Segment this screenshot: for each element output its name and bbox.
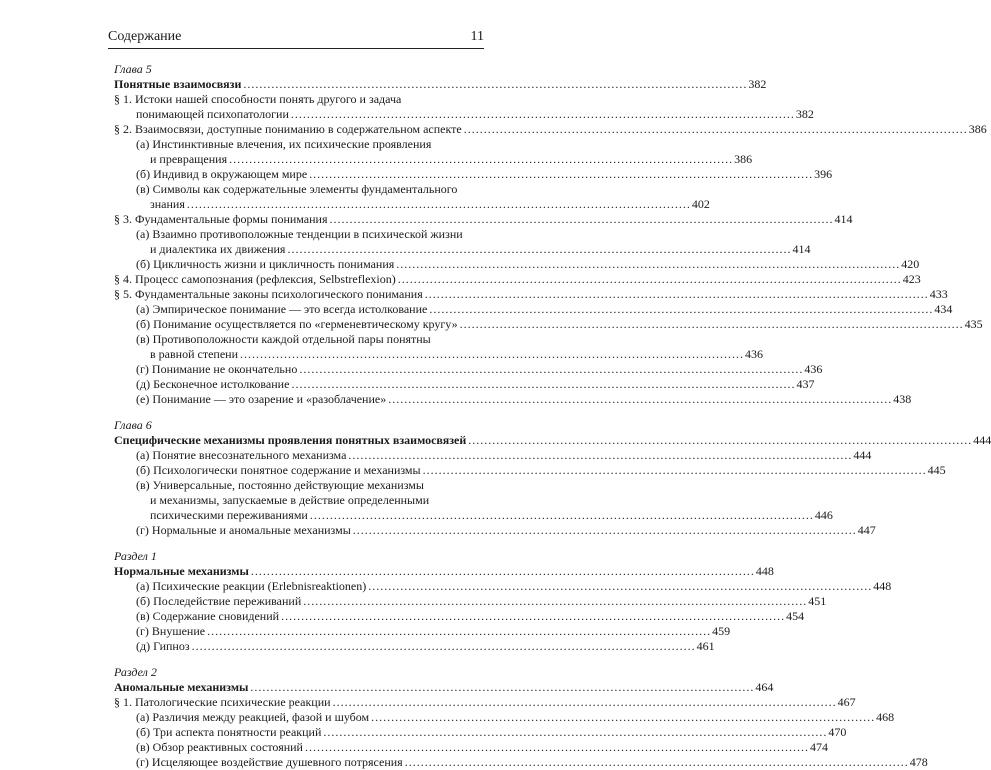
toc-entry[interactable]: § 3. Фундаментальные формы понимания . . . 414 [114,212,484,227]
toc-entry[interactable]: § 4. Процесс самопознания (рефлексия, Selbstreflexion) . . . 423 [114,272,484,287]
toc-entry[interactable]: (д) Бесконечное истолкование . . . 437 [114,377,484,392]
table-of-contents [114,62,991,770]
toc-entry-line[interactable]: и механизмы, запускаемые в действие определенными [150,493,430,507]
toc-entry[interactable]: (а) Понятие внесознательного механизма . . . 444 [114,448,484,463]
toc-entry-line[interactable]: (в) Символы как содержательные элементы фундаментального [136,182,458,196]
toc-entry[interactable]: § 2. Взаимосвязи, доступные пониманию в содержательном аспекте . . . 386 [114,122,484,137]
toc-entry[interactable]: (д) Гипноз . . . 461 [114,639,484,654]
section-label: Раздел 1 [114,549,157,563]
toc-entry[interactable]: (б) Цикличность жизни и цикличность понимания . . . 420 [114,257,484,272]
toc-entry[interactable]: Понятные взаимосвязи . . . 382 [114,77,484,92]
toc-entry[interactable]: понимающей психопатологии . . . 382 [114,107,484,122]
toc-entry[interactable]: (в) Содержание сновидений . . . 454 [114,609,484,624]
toc-entry-line[interactable]: § 1. Истоки нашей способности понять другого и задача [114,92,402,106]
toc-entry[interactable]: и превращения . . . 386 [114,152,484,167]
toc-entry-line[interactable]: (а) Взаимно противоположные тенденции в психической жизни [136,227,463,241]
toc-entry[interactable]: (г) Понимание не окончательно . . . 436 [114,362,484,377]
toc-entry-line[interactable]: (а) Инстинктивные влечения, их психические проявления [136,137,432,151]
toc-entry[interactable]: (б) Психологически понятное содержание и механизмы . . . 445 [114,463,484,478]
page-number: 11 [470,29,484,44]
toc-entry-line[interactable]: (в) Противоположности каждой отдельной пары понятны [136,332,431,346]
toc-entry[interactable]: Нормальные механизмы . . . 448 [114,564,484,579]
toc-entry-line[interactable]: (в) Универсальные, постоянно действующие механизмы [136,478,424,492]
running-title: Содержание [108,29,182,44]
toc-entry[interactable]: Аномальные механизмы . . . 464 [114,680,484,695]
toc-entry[interactable]: (в) Обзор реактивных состояний . . . 474 [114,740,484,755]
toc-entry[interactable]: (а) Различия между реакцией, фазой и шубом . . . 468 [114,710,484,725]
toc-entry[interactable]: и диалектика их движения . . . 414 [114,242,484,257]
toc-entry[interactable]: (е) Понимание — это озарение и «разоблачение» . . . 438 [114,392,484,407]
toc-entry[interactable]: психическими переживаниями . . . 446 [114,508,484,523]
toc-entry[interactable]: § 1. Патологические психические реакции . . . 467 [114,695,484,710]
toc-entry[interactable]: (б) Последействие переживаний . . . 451 [114,594,484,609]
toc-entry[interactable]: в равной степени . . . 436 [114,347,484,362]
toc-entry[interactable]: (г) Внушение . . . 459 [114,624,484,639]
toc-entry[interactable]: (б) Понимание осуществляется по «герменевтическому кругу» . . . 435 [114,317,484,332]
toc-entry[interactable]: (а) Психические реакции (Erlebnisreaktionen) . . . 448 [114,579,484,594]
toc-entry[interactable]: (б) Индивид в окружающем мире . . . 396 [114,167,484,182]
toc-entry[interactable]: (а) Эмпирическое понимание — это всегда истолкование . . . 434 [114,302,484,317]
section-label: Раздел 2 [114,665,157,679]
chapter-label: Глава 5 [114,62,152,76]
toc-entry[interactable]: знания . . . 402 [114,197,484,212]
running-header [108,29,484,47]
toc-entry[interactable]: (г) Нормальные и аномальные механизмы . . . 447 [114,523,484,538]
toc-entry[interactable]: (г) Исцеляющее воздействие душевного потрясения . . . 478 [114,755,484,770]
chapter-label: Глава 6 [114,418,152,432]
toc-entry[interactable]: § 5. Фундаментальные законы психологического понимания . . . 433 [114,287,484,302]
toc-entry[interactable]: Специфические механизмы проявления понятных взаимосвязей . . . 444 [114,433,484,448]
header-rule [108,48,484,49]
toc-entry[interactable]: (б) Три аспекта понятности реакций . . . 470 [114,725,484,740]
